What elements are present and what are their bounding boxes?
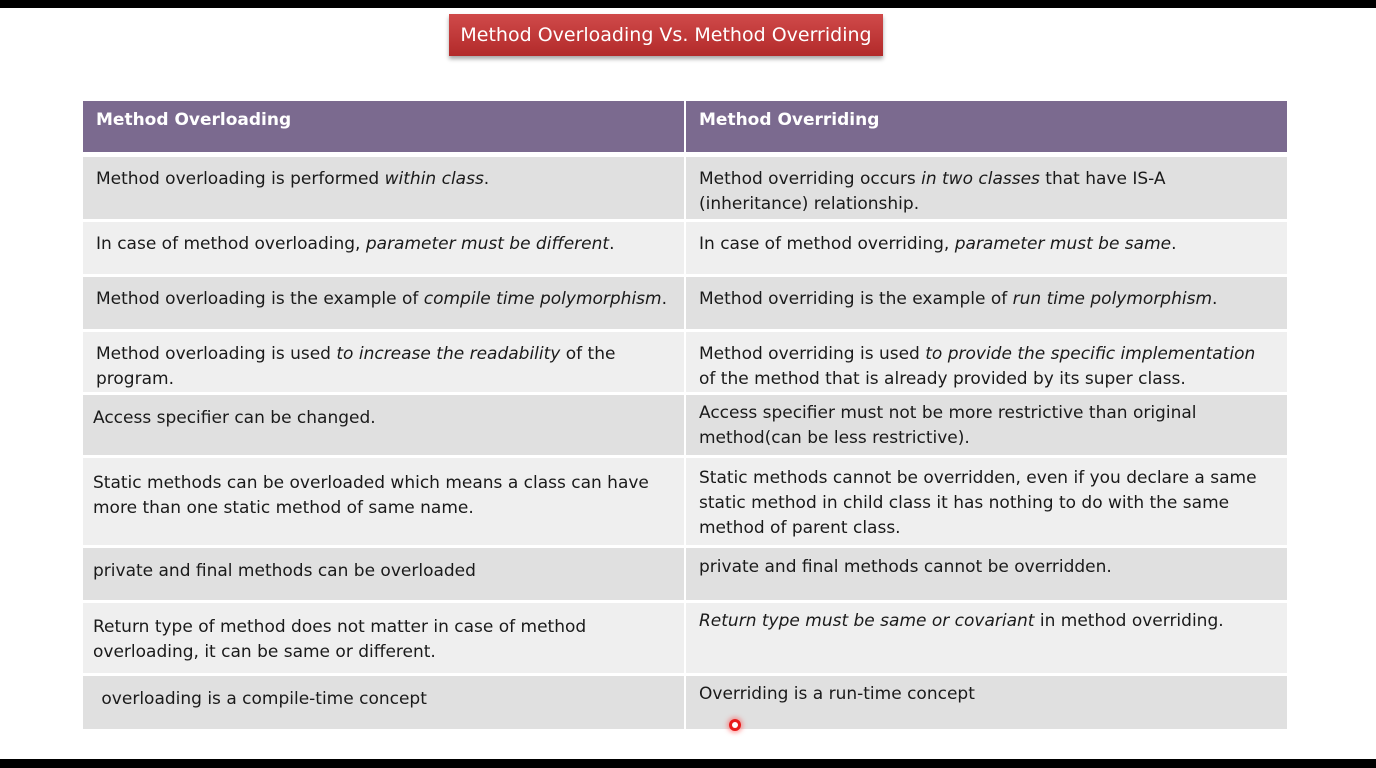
overriding-cell: private and final methods cannot be overridden. <box>684 548 1287 600</box>
overriding-cell: Access specifier must not be more restrictive than original method(can be less restrictive). <box>684 395 1287 455</box>
overriding-cell: Return type must be same or covariant in method overriding. <box>684 603 1287 673</box>
overloading-cell: Method overloading is performed within class. <box>83 157 684 219</box>
overloading-cell: Return type of method does not matter in case of method overloading, it can be same or different. <box>83 603 684 673</box>
table-row <box>83 458 1287 545</box>
table-row <box>83 332 1287 392</box>
table-row <box>83 277 1287 329</box>
bottom-border <box>0 759 1376 768</box>
overloading-cell: Method overloading is the example of compile time polymorphism. <box>83 277 684 329</box>
table-row <box>83 157 1287 219</box>
table-row <box>83 548 1287 600</box>
table-row <box>83 676 1287 729</box>
overriding-cell: Static methods cannot be overridden, even if you declare a same static method in child class it has nothing to do with the same method of parent class. <box>684 458 1287 545</box>
table-header-row <box>83 101 1287 152</box>
overloading-cell: overloading is a compile-time concept <box>83 676 684 729</box>
overloading-cell: In case of method overloading, parameter must be different. <box>83 222 684 274</box>
overriding-cell: In case of method overriding, parameter must be same. <box>684 222 1287 274</box>
overloading-cell: Access specifier can be changed. <box>83 395 684 455</box>
overloading-cell: Static methods can be overloaded which means a class can have more than one static method of same name. <box>83 458 684 545</box>
top-border <box>0 0 1376 8</box>
pointer-cursor <box>729 719 741 731</box>
slide-title: Method Overloading Vs. Method Overriding <box>449 14 883 56</box>
overloading-cell: Method overloading is used to increase the readability of the program. <box>83 332 684 392</box>
header-method-overriding: Method Overriding <box>684 101 1287 152</box>
table-row <box>83 603 1287 673</box>
table-row <box>83 395 1287 455</box>
table-row <box>83 222 1287 274</box>
overriding-cell: Method overriding is used to provide the specific implementation of the method that is already provided by its super class. <box>684 332 1287 392</box>
header-method-overloading: Method Overloading <box>83 101 684 152</box>
comparison-table <box>83 101 1287 732</box>
overriding-cell: Method overriding is the example of run time polymorphism. <box>684 277 1287 329</box>
overloading-cell: private and final methods can be overloaded <box>83 548 684 600</box>
overriding-cell: Overriding is a run-time concept <box>684 676 1287 729</box>
overriding-cell: Method overriding occurs in two classes that have IS-A (inheritance) relationship. <box>684 157 1287 219</box>
